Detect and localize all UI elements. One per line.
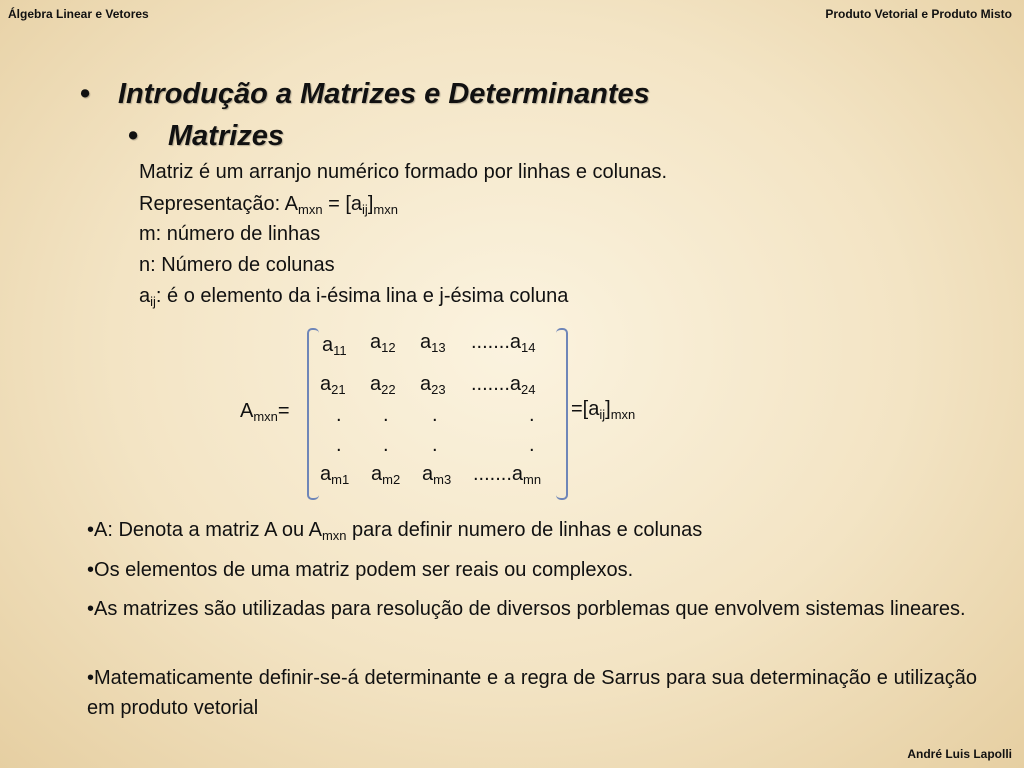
rows-line: m: número de linhas [139,223,321,245]
matrix-ellipsis-dot: . [432,434,438,456]
matrix-cell: $a_{12}$ [370,331,396,355]
element-line: $a_{ij}$: é o elemento da i-ésima lina e j-ésima coluna [139,285,569,309]
matrix-cell: $a_{m3}$ [422,463,452,487]
matrix-label: $A_{mxn}=$ [240,400,290,424]
matrix-cell: $a_{11}$ [322,334,347,358]
definition-line: Matriz é um arranjo numérico formado por linhas e colunas. [139,161,668,183]
matrix-cell: $.......a_{14}$ [471,331,536,355]
matrix-ellipsis-dot: . [336,434,342,456]
matrix-left-bracket [307,328,319,500]
matrix-cell: $a_{22}$ [370,373,396,397]
matrix-cell: $a_{21}$ [320,373,346,397]
matrix-cell: $a_{m1}$ [320,463,350,487]
main-title-text: Introdução a Matrizes e Determinantes [118,78,650,110]
bullet-item-elements: •Os elementos de uma matriz podem ser reais ou complexos. [87,559,634,581]
matrix-ellipsis-dot: . [383,404,389,426]
bullet-item-determinant: •Matematicamente definir-se-á determinante e a regra de Sarrus para sua determinação e utilização em produto vetorial [87,667,977,719]
bullet-item-notation: •A: Denota a matriz A ou $A_{mxn}$ para definir numero de linhas e colunas [87,519,703,543]
subtitle-text: Matrizes [168,120,285,152]
header-course-title: Álgebra Linear e Vetores [8,7,149,21]
main-title [80,78,650,111]
bullet-icon: • [128,120,139,152]
footer-author: André Luis Lapolli [907,747,1012,761]
matrix-cell: $.......a_{mn}$ [473,463,542,487]
matrix-equivalence: $=[a_{ij}]_{mxn}$ [571,398,636,422]
columns-line: n: Número de colunas [139,254,335,276]
matrix-cell: $a_{m2}$ [371,463,401,487]
header-topic-title: Produto Vetorial e Produto Misto [825,7,1012,21]
matrix-cell: $a_{13}$ [420,331,446,355]
matrix-ellipsis-dot: . [432,404,438,426]
bullet-item-uses: •As matrizes são utilizadas para resolução de diversos porblemas que envolvem sistemas lineares. [87,598,966,620]
matrix-ellipsis-dot: . [529,434,535,456]
bullet-icon: • [80,78,91,110]
matrix-cell: $a_{23}$ [420,373,446,397]
matrix-ellipsis-dot: . [336,404,342,426]
representation-line: Representação: $A_{mxn} = [a_{ij}]_{mxn}$ [139,193,398,217]
matrix-ellipsis-dot: . [529,404,535,426]
subtitle [128,120,284,153]
matrix-ellipsis-dot: . [383,434,389,456]
matrix-cell: $.......a_{24}$ [471,373,536,397]
matrix-right-bracket [556,328,568,500]
